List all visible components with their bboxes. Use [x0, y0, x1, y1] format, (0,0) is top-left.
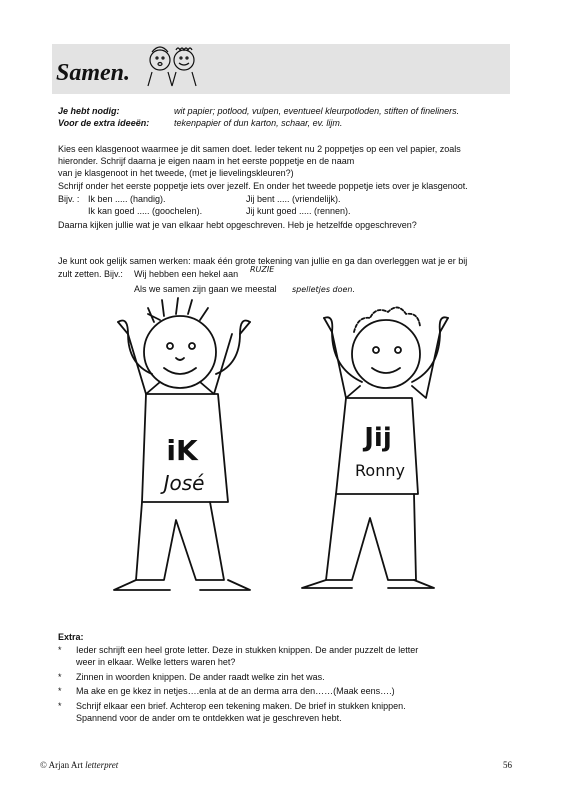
two-kids-icon [138, 42, 208, 88]
needed-value: wit papier; potlood, vulpen, eventueel kleurpotloden, stiften of fineliners. [174, 106, 460, 116]
instruction-line: Schrijf onder het eerste poppetje iets over jezelf. En onder het tweede poppetje iets over je klasgenoot. [58, 181, 468, 191]
bullet: * [58, 645, 62, 655]
extra-needed-row [58, 118, 343, 128]
needed-label: Je hebt nodig: [58, 106, 120, 116]
handwritten-word: RUZIE [250, 265, 275, 274]
together-line-2b: Wij hebben een hekel aan [134, 269, 239, 279]
instruction-line: Kies een klasgenoot waarmee je dit samen doet. Ieder tekent nu 2 poppetjes op een vel papier, zoals [58, 144, 461, 154]
shirt1-top-text: iK [166, 434, 198, 467]
handwritten-phrase: spelletjes doen. [292, 285, 356, 294]
together-line-3: Als we samen zijn gaan we meestal [134, 284, 277, 294]
example-1b: Jij bent ..... (vriendelijk). [246, 194, 341, 204]
extra-item: weer in elkaar. Welke letters waren het? [76, 657, 236, 667]
copyright-text: © Arjan Art [40, 760, 83, 770]
example-2b: Jij kunt goed ..... (rennen). [246, 206, 351, 216]
extra-item: Ma ake en ge kkez in netjes….enla at de an derma arra den……(Maak eens….) [76, 686, 395, 696]
extra-item: Ieder schrijft een heel grote letter. Deze in stukken knippen. De ander puzzelt de letter [76, 645, 419, 655]
instruction-closing: Daarna kijken jullie wat je van elkaar hebt opgeschreven. Heb je hetzelfde opgeschreven? [58, 220, 417, 230]
instruction-line: van je klasgenoot in het tweede, (met je lievelingskleuren?) [58, 168, 294, 178]
bullet: * [58, 701, 62, 711]
footer-copyright [40, 760, 118, 770]
page-number: 56 [503, 760, 512, 770]
shirt1-bottom-text: José [163, 471, 205, 495]
extra-item: Zinnen in woorden knippen. De ander raadt welke zin het was. [76, 672, 325, 682]
bullet: * [58, 672, 62, 682]
bullet: * [58, 686, 62, 696]
two-kids-drawing [80, 292, 480, 622]
needed-row [58, 106, 460, 116]
shirt2-bottom-text: Ronny [355, 461, 405, 480]
shirt2-top-text: Jij [364, 423, 392, 453]
example-prefix: Bijv. : [58, 194, 80, 204]
extra-item: Schrijf elkaar een brief. Achterop een tekening maken. De brief in stukken knippen. [76, 701, 406, 711]
example-2a: Ik kan goed ..... (goochelen). [88, 206, 203, 216]
extra-item: Spannend voor de ander om te ontdekken wat je geschreven hebt. [76, 713, 342, 723]
example-1a: Ik ben ..... (handig). [88, 194, 166, 204]
extra-needed-value: tekenpapier of dun karton, schaar, ev. lijm. [174, 118, 343, 128]
instruction-line: hieronder. Schrijf daarna je eigen naam in het eerste poppetje en de naam [58, 156, 355, 166]
extra-needed-label: Voor de extra ideeën: [58, 118, 150, 128]
together-line-1: Je kunt ook gelijk samen werken: maak één grote tekening van jullie en ga dan overleggen wat je er bij [58, 256, 468, 266]
extra-title: Extra: [58, 632, 84, 642]
brand-text: letterpret [85, 760, 119, 770]
together-line-2: zult zetten. Bijv.: [58, 269, 123, 279]
page-title: Samen. [56, 60, 131, 86]
